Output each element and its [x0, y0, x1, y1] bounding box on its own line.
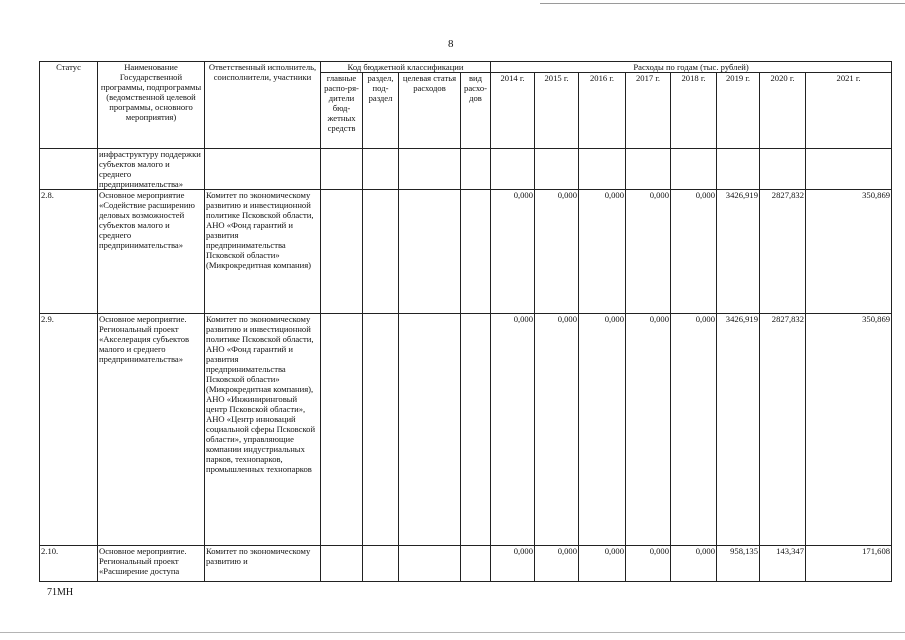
header-year: 2017 г.	[626, 73, 671, 149]
row-value: 0,000	[579, 546, 626, 582]
scan-edge-top	[540, 3, 905, 4]
row-value: 958,135	[717, 546, 760, 582]
row-name: Основное мероприятие. Региональный проект «Акселерация субъектов малого и среднего предпринимательства»	[98, 314, 205, 546]
table-row	[40, 149, 892, 190]
table-row	[40, 546, 892, 582]
row-value: 0,000	[535, 314, 579, 546]
row-status: 2.8.	[40, 190, 98, 314]
row-value: 2827,832	[760, 314, 806, 546]
header-bc-type: вид расхо-дов	[461, 73, 491, 149]
row-value: 0,000	[626, 190, 671, 314]
footer-code: 71МН	[47, 587, 74, 598]
row-value	[535, 149, 579, 190]
header-budget-code: Код бюджетной классификации	[321, 62, 491, 73]
row-value	[579, 149, 626, 190]
row-value: 350,869	[806, 314, 892, 546]
header-bc-target: целевая статья расходов	[399, 73, 461, 149]
page-number: 8	[448, 38, 454, 50]
header-year: 2020 г.	[760, 73, 806, 149]
header-name: Наименование Государственной программы, подпрограммы (ведомственной целевой программы, основного мероприятия)	[98, 62, 205, 149]
header-year: 2019 г.	[717, 73, 760, 149]
row-value: 0,000	[579, 190, 626, 314]
row-value: 0,000	[671, 190, 717, 314]
row-value	[671, 149, 717, 190]
header-year: 2021 г.	[806, 73, 892, 149]
header-year: 2015 г.	[535, 73, 579, 149]
row-executor	[205, 149, 321, 190]
row-status: 2.9.	[40, 314, 98, 546]
table-row	[40, 190, 892, 314]
row-value: 3426,919	[717, 190, 760, 314]
row-status: 2.10.	[40, 546, 98, 582]
row-value: 0,000	[671, 314, 717, 546]
row-value	[806, 149, 892, 190]
row-value: 0,000	[671, 546, 717, 582]
row-value: 0,000	[626, 546, 671, 582]
header-year: 2018 г.	[671, 73, 717, 149]
row-executor: Комитет по экономическому развитию и инвестиционной политике Псковской области, АНО «Фонд гарантий и развития предпринимательства Псковской области» (Микрокредитная компания), АНО «Инжиниринговый центр Псковской области», АНО «Центр инноваций социальной сферы Псковской области», управляющие компании индустриальных парков, технопарков, промышленных технопарков	[205, 314, 321, 546]
header-year: 2014 г.	[491, 73, 535, 149]
header-expenses: Расходы по годам (тыс. рублей)	[491, 62, 892, 73]
row-name: Основное мероприятие «Содействие расширению деловых возможностей субъектов малого и среднего предпринимательства»	[98, 190, 205, 314]
row-value: 171,608	[806, 546, 892, 582]
budget-table	[39, 61, 892, 582]
row-value: 0,000	[626, 314, 671, 546]
row-executor: Комитет по экономическому развитию и инвестиционной политике Псковской области, АНО «Фонд гарантий и развития предпринимательства Псковской области» (Микрокредитная компания)	[205, 190, 321, 314]
row-value	[626, 149, 671, 190]
row-value: 0,000	[491, 190, 535, 314]
row-executor: Комитет по экономическому развитию и	[205, 546, 321, 582]
row-value: 0,000	[535, 546, 579, 582]
header-bc-main: главные распо-ря-дители бюд-жетных средств	[321, 73, 363, 149]
row-value: 0,000	[491, 546, 535, 582]
row-status	[40, 149, 98, 190]
header-bc-section: раздел, под-раздел	[363, 73, 399, 149]
row-value: 3426,919	[717, 314, 760, 546]
header-executor: Ответственный исполнитель, соисполнители, участники	[205, 62, 321, 149]
header-status: Статус	[40, 62, 98, 149]
row-name: Основное мероприятие. Региональный проект «Расширение доступа	[98, 546, 205, 582]
row-value: 0,000	[579, 314, 626, 546]
row-name: инфраструктуру поддержки субъектов малого и среднего предпринимательства»	[98, 149, 205, 190]
header-year: 2016 г.	[579, 73, 626, 149]
row-value	[491, 149, 535, 190]
row-value	[717, 149, 760, 190]
row-value: 2827,832	[760, 190, 806, 314]
row-value: 0,000	[535, 190, 579, 314]
scan-edge-bottom	[0, 632, 905, 633]
table-row	[40, 314, 892, 546]
table-header	[40, 62, 892, 149]
row-value: 350,869	[806, 190, 892, 314]
row-value: 143,347	[760, 546, 806, 582]
row-value	[760, 149, 806, 190]
row-value: 0,000	[491, 314, 535, 546]
